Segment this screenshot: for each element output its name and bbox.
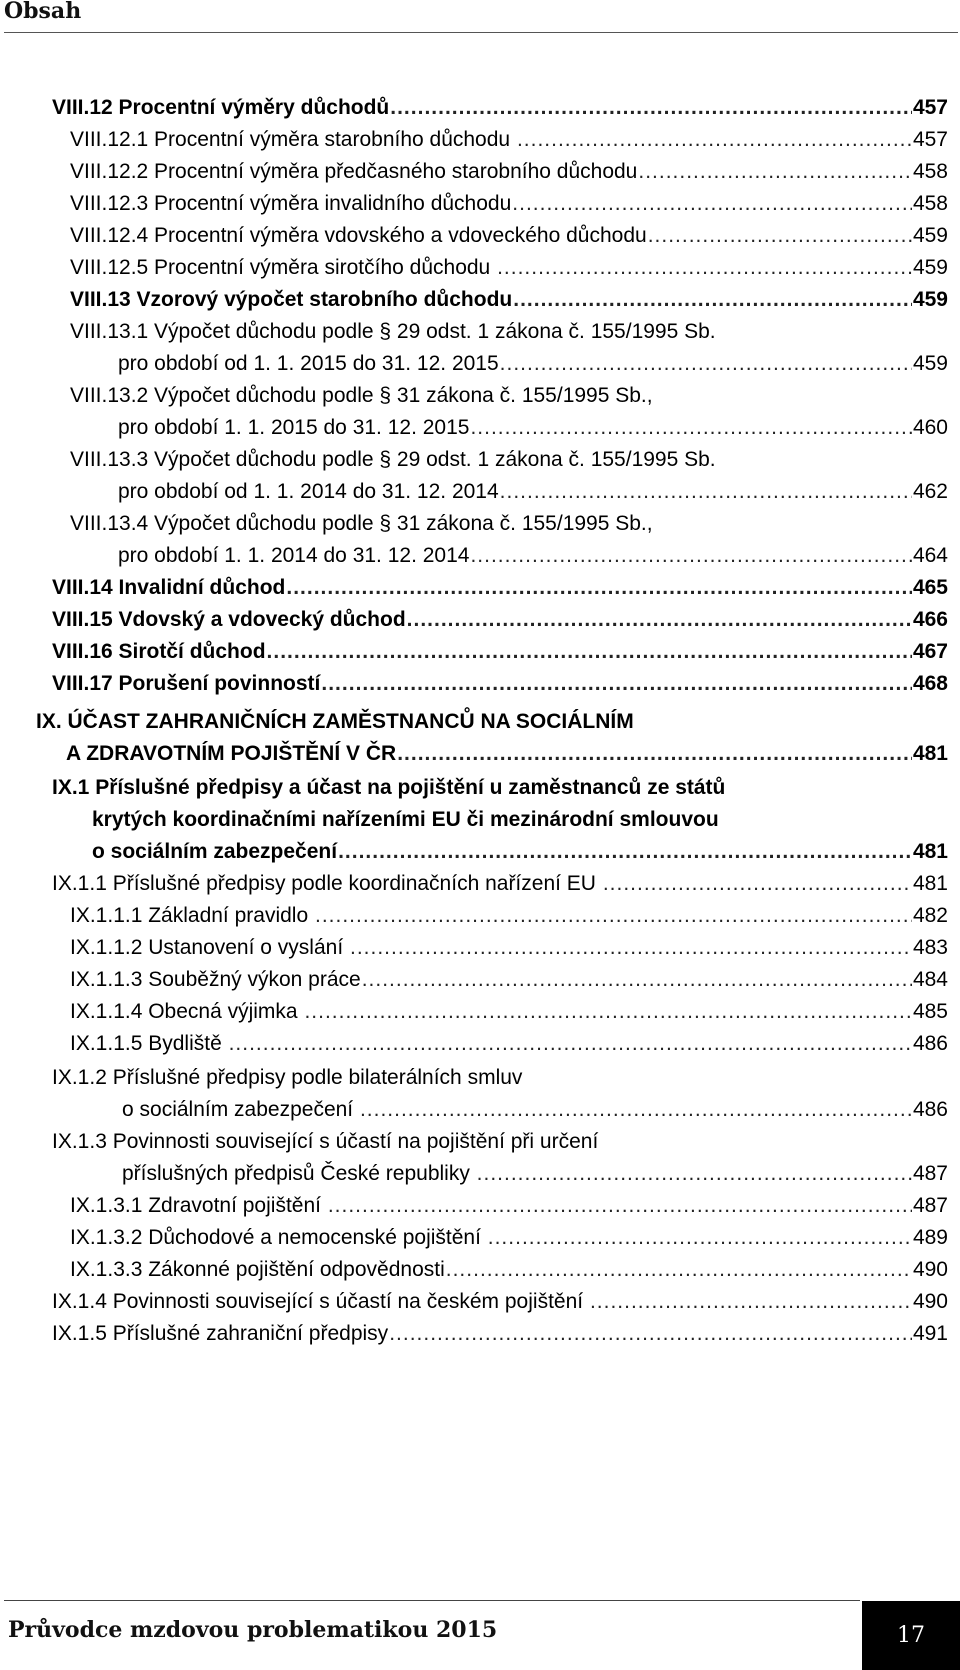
toc-entry-title: VIII.13 Vzorový výpočet starobního důchodu — [70, 288, 513, 311]
toc-entry[interactable] — [70, 1190, 948, 1222]
page-header-title: Obsah — [4, 0, 82, 24]
toc-entry-title: VIII.15 Vdovský a vdovecký důchod — [52, 608, 406, 631]
toc-entry-title-cont: příslušných předpisů České republiky — [122, 1162, 476, 1185]
toc-entry-title: VIII.16 Sirotčí důchod — [52, 640, 266, 663]
toc-entry[interactable] — [52, 92, 948, 124]
toc-entry-page: 484 — [912, 968, 948, 991]
toc-entry-title: IX.1.1.2 Ustanovení o vyslání — [70, 936, 349, 959]
toc-entry[interactable] — [52, 636, 948, 668]
toc-entry[interactable] — [52, 604, 948, 636]
toc-entry-page: 459 — [912, 352, 948, 375]
toc-entry-page: 458 — [912, 192, 948, 215]
header-divider — [4, 32, 958, 33]
toc-entry[interactable] — [52, 1062, 948, 1126]
toc-entry-title: IX.1.1.4 Obecná výjimka — [70, 1000, 304, 1023]
toc-entry-title: IX.1.1.5 Bydliště — [70, 1032, 228, 1055]
toc-entry-page: 457 — [912, 128, 948, 151]
toc-entry-title-cont: krytých koordinačními nařízeními EU či mezinárodní smlouvou — [92, 808, 719, 831]
toc-entry[interactable] — [52, 1126, 948, 1190]
toc-entry[interactable] — [52, 668, 948, 700]
toc-entry-title: IX. ÚČAST ZAHRANIČNÍCH ZAMĚSTNANCŮ NA SOCIÁLNÍM — [36, 710, 634, 733]
toc-entry-page: 465 — [912, 576, 948, 599]
toc-entry-page: 486 — [912, 1032, 948, 1055]
toc-entry-page: 483 — [912, 936, 948, 959]
toc-entry-title-cont: o sociálním zabezpečení — [92, 840, 338, 863]
toc-entry[interactable] — [52, 572, 948, 604]
toc-entry-page: 491 — [912, 1322, 948, 1345]
toc-entry[interactable] — [70, 188, 948, 220]
toc-entry-title: VIII.14 Invalidní důchod — [52, 576, 286, 599]
toc-entry-page: 487 — [912, 1162, 948, 1185]
toc-entry[interactable] — [70, 996, 948, 1028]
toc-entry-title: VIII.12.2 Procentní výměra předčasného starobního důchodu — [70, 160, 638, 183]
toc-entry-page: 490 — [912, 1258, 948, 1281]
toc-entry-title: VIII.13.2 Výpočet důchodu podle § 31 zákona č. 155/1995 Sb., — [70, 384, 653, 407]
toc-entry[interactable] — [70, 964, 948, 996]
toc-entry-page: 458 — [912, 160, 948, 183]
toc-entry-title-cont: pro období 1. 1. 2014 do 31. 12. 2014 — [118, 544, 470, 567]
toc-entry-title-cont: pro období od 1. 1. 2015 do 31. 12. 2015 — [118, 352, 499, 375]
toc-entry-title: VIII.12.5 Procentní výměra sirotčího důchodu — [70, 256, 497, 279]
toc-entry-page: 459 — [912, 288, 948, 311]
footer-page-number: 17 — [862, 1601, 960, 1670]
toc-entry[interactable] — [70, 444, 948, 508]
toc-entry-title: VIII.13.1 Výpočet důchodu podle § 29 odst. 1 zákona č. 155/1995 Sb. — [70, 320, 716, 343]
toc-entry-page: 460 — [912, 416, 948, 439]
toc-entry-title-cont: pro období 1. 1. 2015 do 31. 12. 2015 — [118, 416, 470, 439]
toc-entry-title: IX.1 Příslušné předpisy a účast na pojištění u zaměstnanců ze států — [52, 776, 726, 799]
toc-entry[interactable] — [70, 900, 948, 932]
toc-entry[interactable] — [70, 932, 948, 964]
toc-entry-title: VIII.13.4 Výpočet důchodu podle § 31 zákona č. 155/1995 Sb., — [70, 512, 653, 535]
toc-entry[interactable] — [70, 220, 948, 252]
toc-entry[interactable] — [52, 868, 948, 900]
toc-entry-title: VIII.12.4 Procentní výměra vdovského a vdoveckého důchodu — [70, 224, 647, 247]
toc-entry[interactable] — [70, 1028, 948, 1060]
toc-entry[interactable] — [70, 1254, 948, 1286]
toc-entry-page: 481 — [912, 840, 948, 863]
toc-entry-page: 481 — [912, 742, 948, 765]
toc-entry-page: 467 — [912, 640, 948, 663]
toc-entry-page: 464 — [912, 544, 948, 567]
toc-entry[interactable] — [70, 316, 948, 380]
toc-entry-title: IX.1.3.3 Zákonné pojištění odpovědnosti — [70, 1258, 445, 1281]
toc-entry-page: 487 — [912, 1194, 948, 1217]
toc-entry-page: 466 — [912, 608, 948, 631]
toc-entry-page: 490 — [912, 1290, 948, 1313]
toc-entry-title: IX.1.1 Příslušné předpisy podle koordinačních nařízení EU — [52, 872, 602, 895]
toc-entry-title: VIII.12.1 Procentní výměra starobního důchodu — [70, 128, 516, 151]
toc-entry-title: IX.1.1.1 Základní pravidlo — [70, 904, 314, 927]
toc-entry[interactable] — [70, 156, 948, 188]
toc-entry-page: 485 — [912, 1000, 948, 1023]
footer-divider — [4, 1600, 860, 1601]
toc-entry-title: VIII.12.3 Procentní výměra invalidního důchodu — [70, 192, 512, 215]
toc-entry-title: VIII.13.3 Výpočet důchodu podle § 29 odst. 1 zákona č. 155/1995 Sb. — [70, 448, 716, 471]
toc-entry[interactable] — [52, 772, 948, 868]
toc-entry-title-cont: pro období od 1. 1. 2014 do 31. 12. 2014 — [118, 480, 499, 503]
toc-entry-page: 489 — [912, 1226, 948, 1249]
toc-entry-title-cont: o sociálním zabezpečení — [122, 1098, 359, 1121]
toc-entry[interactable] — [70, 508, 948, 572]
toc-entry[interactable] — [70, 284, 948, 316]
toc-entry-page: 457 — [912, 96, 948, 119]
toc-entry[interactable] — [70, 1222, 948, 1254]
toc-entry-page: 462 — [912, 480, 948, 503]
toc-entry-title: IX.1.3.1 Zdravotní pojištění — [70, 1194, 327, 1217]
toc-entry-title: VIII.17 Porušení povinností — [52, 672, 321, 695]
toc-entry[interactable] — [70, 124, 948, 156]
toc-entry-title: IX.1.3 Povinnosti související s účastí na pojištění při určení — [52, 1130, 599, 1153]
toc-entry-title-cont: A ZDRAVOTNÍM POJIŠTĚNÍ V ČR — [66, 742, 397, 765]
toc-entry[interactable] — [52, 1286, 948, 1318]
toc-entry-title: IX.1.4 Povinnosti související s účastí na českém pojištění — [52, 1290, 589, 1313]
toc-entry-page: 486 — [912, 1098, 948, 1121]
toc-entry-title: IX.1.2 Příslušné předpisy podle bilaterálních smluv — [52, 1066, 523, 1089]
toc-entry-page: 468 — [912, 672, 948, 695]
toc-entry-title: VIII.12 Procentní výměry důchodů — [52, 96, 390, 119]
toc-entry-title: IX.1.5 Příslušné zahraniční předpisy — [52, 1322, 389, 1345]
footer-book-title: Průvodce mzdovou problematikou 2015 — [8, 1617, 498, 1643]
toc-entry-page: 481 — [912, 872, 948, 895]
toc-entry[interactable] — [52, 1318, 948, 1350]
toc-entry-page: 459 — [912, 224, 948, 247]
toc-entry[interactable] — [36, 706, 948, 770]
toc-entry[interactable] — [70, 252, 948, 284]
toc-entry-page: 459 — [912, 256, 948, 279]
toc-entry-title: IX.1.1.3 Souběžný výkon práce — [70, 968, 361, 991]
toc-entry[interactable] — [70, 380, 948, 444]
toc-entry-title: IX.1.3.2 Důchodové a nemocenské pojištění — [70, 1226, 487, 1249]
toc-entry-page: 482 — [912, 904, 948, 927]
